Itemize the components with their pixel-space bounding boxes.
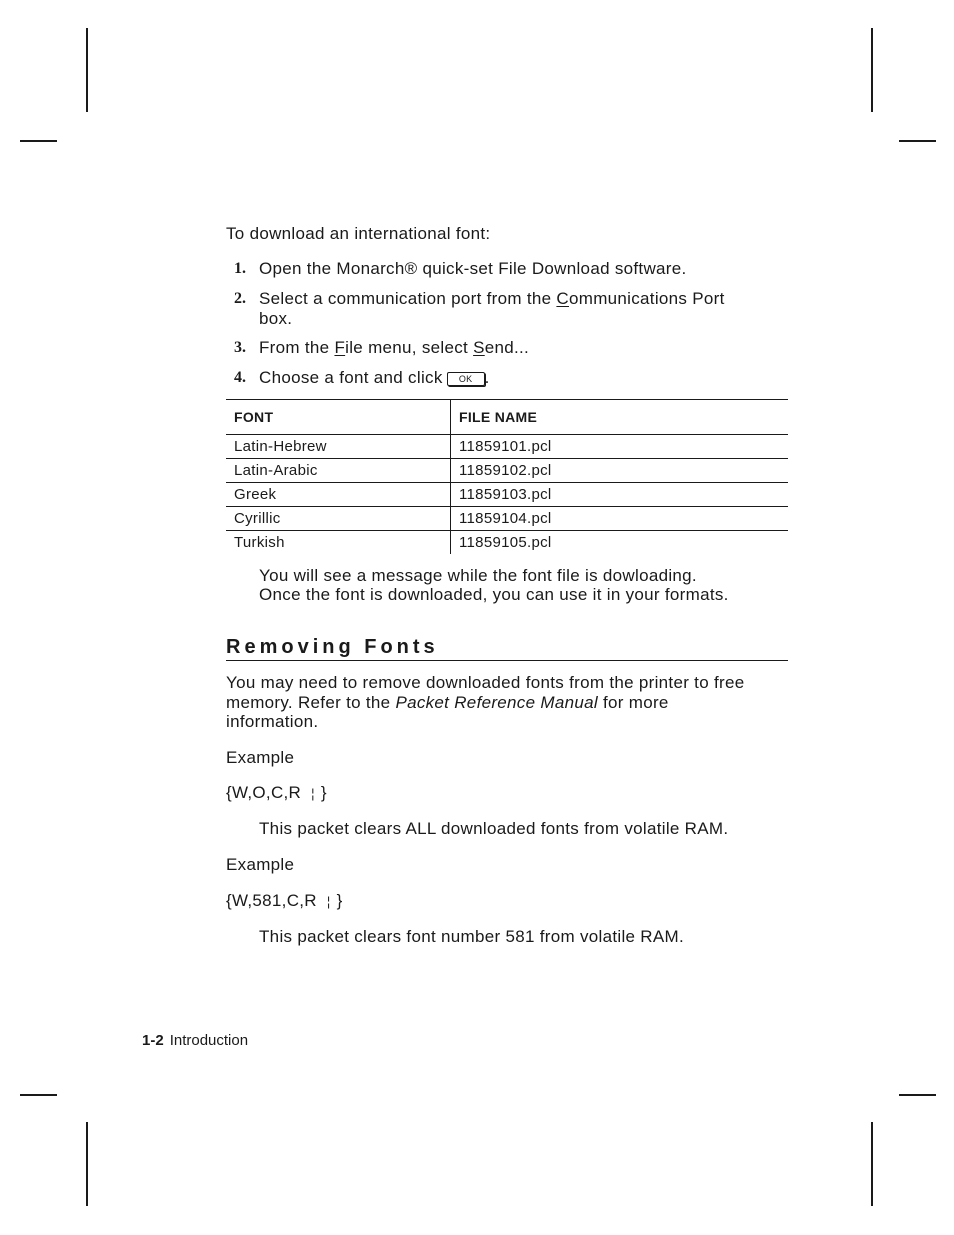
table-row (226, 435, 788, 459)
file-name-cell: 11859104.pcl (451, 507, 789, 531)
file-name-cell: 11859101.pcl (451, 435, 789, 459)
crop-mark (20, 1094, 57, 1096)
crop-mark (871, 1122, 873, 1206)
paragraph-part: for more (597, 693, 669, 712)
mnemonic-letter: C (556, 289, 569, 308)
field-separator-glyph: ¦ (311, 786, 315, 801)
section-paragraph: You may need to remove downloaded fonts from the printer to free (226, 673, 745, 692)
manual-title: Packet Reference Manual (395, 693, 598, 712)
crop-mark (899, 140, 936, 142)
paragraph-part: memory. Refer to the (226, 693, 396, 712)
step-text-part: ile menu, select (345, 338, 474, 357)
code-text: } (336, 891, 343, 910)
font-cell: Latin-Hebrew (226, 435, 451, 459)
example-label: Example (226, 855, 295, 874)
crop-mark (20, 140, 57, 142)
crop-mark (899, 1094, 936, 1096)
step-text-part: ommunications Port (568, 289, 725, 308)
step-text (259, 368, 490, 388)
field-separator-glyph: ¦ (326, 894, 331, 909)
step-text-part: From the (259, 338, 335, 357)
example-code (226, 891, 343, 912)
font-cell: Latin-Arabic (226, 459, 451, 483)
step-number: 4. (234, 369, 246, 386)
step-text: Open the Monarch® quick-set File Download software. (259, 259, 687, 278)
example-description: This packet clears font number 581 from volatile RAM. (259, 927, 685, 946)
step-number: 3. (234, 339, 246, 356)
section-paragraph: information. (226, 712, 319, 731)
step-text-part: . (484, 368, 490, 387)
example-description: This packet clears ALL downloaded fonts from volatile RAM. (259, 819, 729, 838)
crop-mark (871, 28, 873, 112)
section-heading: Removing Fonts (226, 634, 788, 661)
intro-text: To download an international font: (226, 224, 491, 243)
table-row (226, 531, 788, 555)
table-header-row (226, 400, 788, 435)
mnemonic-letter: S (473, 338, 485, 357)
crop-mark (86, 1122, 88, 1206)
download-note: You will see a message while the font file is dowloading. (259, 566, 697, 585)
font-cell: Greek (226, 483, 451, 507)
font-table (226, 399, 788, 554)
section-paragraph (226, 693, 669, 713)
code-text: {W,O,C,R (226, 783, 302, 802)
step-text-part: end... (484, 338, 530, 357)
step-text-part: Choose a font and click (259, 368, 443, 387)
font-cell: Cyrillic (226, 507, 451, 531)
mnemonic-letter: F (334, 338, 346, 357)
page-footer (142, 1032, 248, 1050)
font-cell: Turkish (226, 531, 451, 555)
file-name-cell: 11859103.pcl (451, 483, 789, 507)
table-row (226, 459, 788, 483)
code-text: {W,581,C,R (226, 891, 317, 910)
download-note: Once the font is downloaded, you can use it in your formats. (259, 585, 729, 604)
table-row (226, 507, 788, 531)
file-name-cell: 11859105.pcl (459, 534, 552, 551)
step-text (259, 338, 529, 358)
step-number: 2. (234, 290, 246, 307)
column-header-font: FONT (226, 400, 451, 435)
example-code (226, 783, 327, 804)
column-header-file-name: FILE NAME (451, 400, 789, 435)
step-number: 1. (234, 260, 246, 277)
step-text-part: Select a communication port from the (259, 289, 557, 308)
ok-button-image: OK (447, 372, 485, 386)
file-name-cell: 11859102.pcl (451, 459, 789, 483)
chapter-name: Introduction (169, 1032, 249, 1049)
crop-mark (86, 28, 88, 112)
page-number: 1-2 (142, 1032, 164, 1049)
step-text (259, 289, 725, 309)
step-text-continued: box. (259, 309, 293, 328)
code-text: } (320, 783, 327, 802)
table-row (226, 483, 788, 507)
example-label: Example (226, 748, 295, 767)
